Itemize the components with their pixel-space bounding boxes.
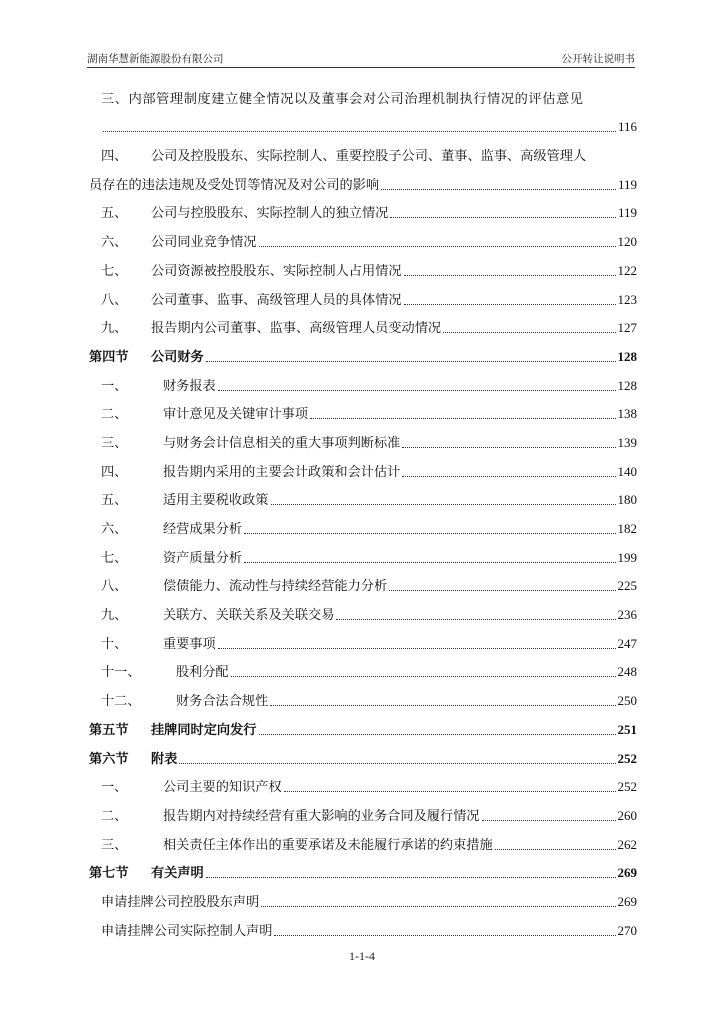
toc-leader bbox=[259, 734, 616, 735]
toc-leader bbox=[206, 361, 616, 362]
toc-entry[interactable] bbox=[89, 775, 637, 804]
toc-leader bbox=[404, 275, 616, 276]
toc-number: 十、 bbox=[101, 636, 128, 652]
toc-entry[interactable] bbox=[89, 574, 637, 603]
toc-title: 财务合法合规性 bbox=[176, 694, 269, 710]
toc-entry[interactable] bbox=[89, 402, 637, 431]
header-company: 湖南华慧新能源股份有限公司 bbox=[87, 53, 224, 65]
toc-page: 139 bbox=[617, 434, 637, 450]
toc-page: 138 bbox=[617, 406, 637, 422]
toc-section-number: 第六节 bbox=[89, 751, 129, 767]
toc-page: 116 bbox=[617, 119, 637, 135]
toc-number: 十二、 bbox=[101, 694, 141, 710]
toc-title: 审计意见及关键审计事项 bbox=[163, 407, 309, 423]
toc-page: 236 bbox=[617, 607, 637, 623]
page-number: 1-1-4 bbox=[349, 949, 375, 963]
toc-leader bbox=[103, 131, 616, 132]
toc-entry[interactable] bbox=[89, 229, 637, 258]
toc-section[interactable] bbox=[89, 717, 637, 746]
toc-number: 六、 bbox=[101, 235, 128, 251]
toc-entry[interactable] bbox=[89, 832, 637, 861]
toc-number: 一、 bbox=[101, 378, 128, 394]
toc-leader bbox=[495, 849, 616, 850]
toc-title: 公司资源被控股股东、实际控制人占用情况 bbox=[151, 263, 402, 279]
toc-entry[interactable] bbox=[89, 201, 637, 230]
toc-page: 123 bbox=[617, 291, 637, 307]
toc-leader bbox=[244, 533, 615, 534]
toc-leader bbox=[402, 447, 615, 448]
toc-page: 119 bbox=[617, 176, 637, 192]
toc-number: 七、 bbox=[101, 550, 128, 566]
toc-number: 六、 bbox=[101, 522, 128, 537]
toc-leader bbox=[244, 562, 615, 563]
toc-number: 九、 bbox=[101, 608, 128, 624]
toc-number: 三、 bbox=[101, 435, 128, 451]
toc-entry[interactable] bbox=[89, 889, 637, 918]
toc-page: 269 bbox=[617, 893, 637, 909]
toc-page: 270 bbox=[617, 922, 637, 938]
toc-title: 报告期内采用的主要会计政策和会计估计 bbox=[163, 464, 401, 480]
toc-leader bbox=[402, 476, 615, 477]
toc-title: 公司主要的知识产权 bbox=[163, 780, 282, 796]
toc-title: 报告期内公司董事、监事、高级管理人员变动情况 bbox=[151, 321, 442, 337]
toc-page: 182 bbox=[617, 521, 637, 536]
toc-page: 128 bbox=[617, 377, 637, 393]
toc-section-number: 第五节 bbox=[89, 722, 129, 738]
toc-section-number: 第七节 bbox=[89, 866, 129, 882]
toc-page: 252 bbox=[617, 779, 637, 795]
toc-leader bbox=[336, 619, 615, 620]
page-header bbox=[87, 49, 635, 68]
table-of-contents bbox=[89, 86, 637, 947]
toc-page: 122 bbox=[617, 262, 637, 278]
toc-title: 员存在的违法违规及受处罚等情况及对公司的影响 bbox=[89, 177, 380, 193]
toc-entry[interactable] bbox=[89, 631, 637, 660]
toc-leader bbox=[259, 246, 616, 247]
toc-leader bbox=[482, 820, 616, 821]
toc-entry[interactable] bbox=[89, 918, 637, 947]
toc-leader bbox=[443, 332, 615, 333]
toc-leader bbox=[390, 217, 616, 218]
toc-section[interactable] bbox=[89, 344, 637, 373]
toc-number: 二、 bbox=[101, 808, 128, 824]
toc-leader bbox=[206, 877, 616, 878]
toc-title: 财务报表 bbox=[163, 378, 216, 394]
toc-title: 报告期内对持续经营有重大影响的业务合同及履行情况 bbox=[163, 808, 480, 824]
toc-number: 四、 bbox=[101, 464, 128, 480]
toc-section[interactable] bbox=[89, 746, 637, 775]
toc-page: 260 bbox=[617, 807, 637, 823]
toc-leader bbox=[218, 648, 616, 649]
toc-section-title: 挂牌同时定向发行 bbox=[151, 722, 257, 738]
toc-number: 三、 bbox=[101, 837, 128, 853]
toc-entry[interactable] bbox=[89, 688, 637, 717]
toc-entry[interactable] bbox=[89, 373, 637, 402]
toc-page: 128 bbox=[617, 348, 637, 364]
toc-leader bbox=[389, 590, 615, 591]
toc-title: 股利分配 bbox=[176, 665, 229, 681]
toc-title: 偿债能力、流动性与持续经营能力分析 bbox=[163, 579, 388, 595]
toc-title: 公司董事、监事、高级管理人员的具体情况 bbox=[151, 292, 402, 308]
toc-entry[interactable] bbox=[89, 602, 637, 631]
toc-number: 九、 bbox=[101, 321, 128, 337]
toc-title: 经营成果分析 bbox=[163, 522, 243, 537]
toc-entry[interactable] bbox=[89, 803, 637, 832]
toc-page: 140 bbox=[617, 463, 637, 479]
toc-title: 重要事项 bbox=[163, 636, 216, 652]
toc-title: 公司与控股股东、实际控制人的独立情况 bbox=[151, 206, 389, 222]
toc-number: 二、 bbox=[101, 407, 128, 423]
toc-section[interactable] bbox=[89, 861, 637, 890]
toc-entry[interactable] bbox=[89, 516, 637, 545]
toc-entry[interactable] bbox=[89, 430, 637, 459]
toc-entry[interactable] bbox=[89, 316, 637, 345]
toc-entry[interactable] bbox=[89, 660, 637, 689]
toc-number: 五、 bbox=[101, 493, 128, 509]
toc-entry-continuation[interactable] bbox=[89, 172, 637, 201]
toc-entry[interactable] bbox=[89, 459, 637, 488]
toc-page: 225 bbox=[617, 578, 637, 594]
toc-title: 申请挂牌公司控股股东声明 bbox=[101, 894, 260, 910]
toc-section-title: 附表 bbox=[151, 751, 178, 767]
toc-title: 适用主要税收政策 bbox=[163, 493, 269, 509]
toc-leader bbox=[231, 676, 616, 677]
toc-page: 251 bbox=[617, 721, 637, 737]
toc-leader bbox=[179, 763, 615, 764]
toc-leader bbox=[284, 791, 616, 792]
toc-number: 七、 bbox=[101, 263, 128, 279]
toc-number: 八、 bbox=[101, 579, 128, 595]
toc-entry[interactable] bbox=[89, 488, 637, 517]
toc-page: 269 bbox=[617, 865, 637, 881]
toc-number: 十一、 bbox=[101, 665, 141, 681]
toc-page: 252 bbox=[617, 750, 637, 766]
toc-page: 199 bbox=[617, 549, 637, 565]
toc-title: 公司及控股股东、实际控制人、重要控股子公司、董事、监事、高级管理人 bbox=[151, 149, 587, 165]
toc-leader bbox=[261, 906, 615, 907]
toc-title: 与财务会计信息相关的重大事项判断标准 bbox=[163, 435, 401, 451]
toc-leader bbox=[381, 189, 616, 190]
toc-page: 250 bbox=[617, 693, 637, 709]
header-doc-title: 公开转让说明书 bbox=[561, 53, 635, 65]
toc-page: 180 bbox=[617, 492, 637, 508]
toc-leader bbox=[270, 705, 615, 706]
toc-section-title: 有关声明 bbox=[151, 866, 204, 882]
toc-title: 关联方、关联关系及关联交易 bbox=[163, 608, 335, 624]
toc-leader bbox=[271, 504, 616, 505]
toc-page: 262 bbox=[617, 836, 637, 852]
toc-title: 资产质量分析 bbox=[163, 550, 243, 566]
toc-leader bbox=[310, 418, 615, 419]
toc-title: 三、内部管理制度建立健全情况以及董事会对公司治理机制执行情况的评估意见 bbox=[101, 91, 584, 107]
toc-entry[interactable] bbox=[89, 287, 637, 316]
toc-entry-continuation[interactable] bbox=[89, 115, 637, 144]
toc-number: 八、 bbox=[101, 292, 128, 308]
toc-section-number: 第四节 bbox=[89, 349, 129, 365]
toc-number: 五、 bbox=[101, 206, 128, 222]
toc-leader bbox=[218, 390, 616, 391]
toc-page: 127 bbox=[617, 320, 637, 336]
toc-entry[interactable] bbox=[89, 258, 637, 287]
toc-section-title: 公司财务 bbox=[151, 349, 204, 365]
toc-page: 248 bbox=[617, 664, 637, 680]
toc-entry[interactable] bbox=[89, 143, 637, 172]
toc-number: 一、 bbox=[101, 780, 128, 796]
toc-leader bbox=[404, 304, 616, 305]
toc-entry[interactable] bbox=[89, 86, 637, 115]
toc-entry[interactable] bbox=[89, 545, 637, 574]
toc-leader bbox=[274, 935, 615, 936]
toc-page: 247 bbox=[617, 635, 637, 651]
toc-title: 公司同业竞争情况 bbox=[151, 235, 257, 251]
toc-title: 申请挂牌公司实际控制人声明 bbox=[101, 923, 273, 939]
toc-title: 相关责任主体作出的重要承诺及未能履行承诺的约束措施 bbox=[163, 837, 493, 853]
toc-number: 四、 bbox=[101, 149, 128, 165]
toc-page: 120 bbox=[617, 234, 637, 250]
toc-page: 119 bbox=[617, 205, 637, 221]
